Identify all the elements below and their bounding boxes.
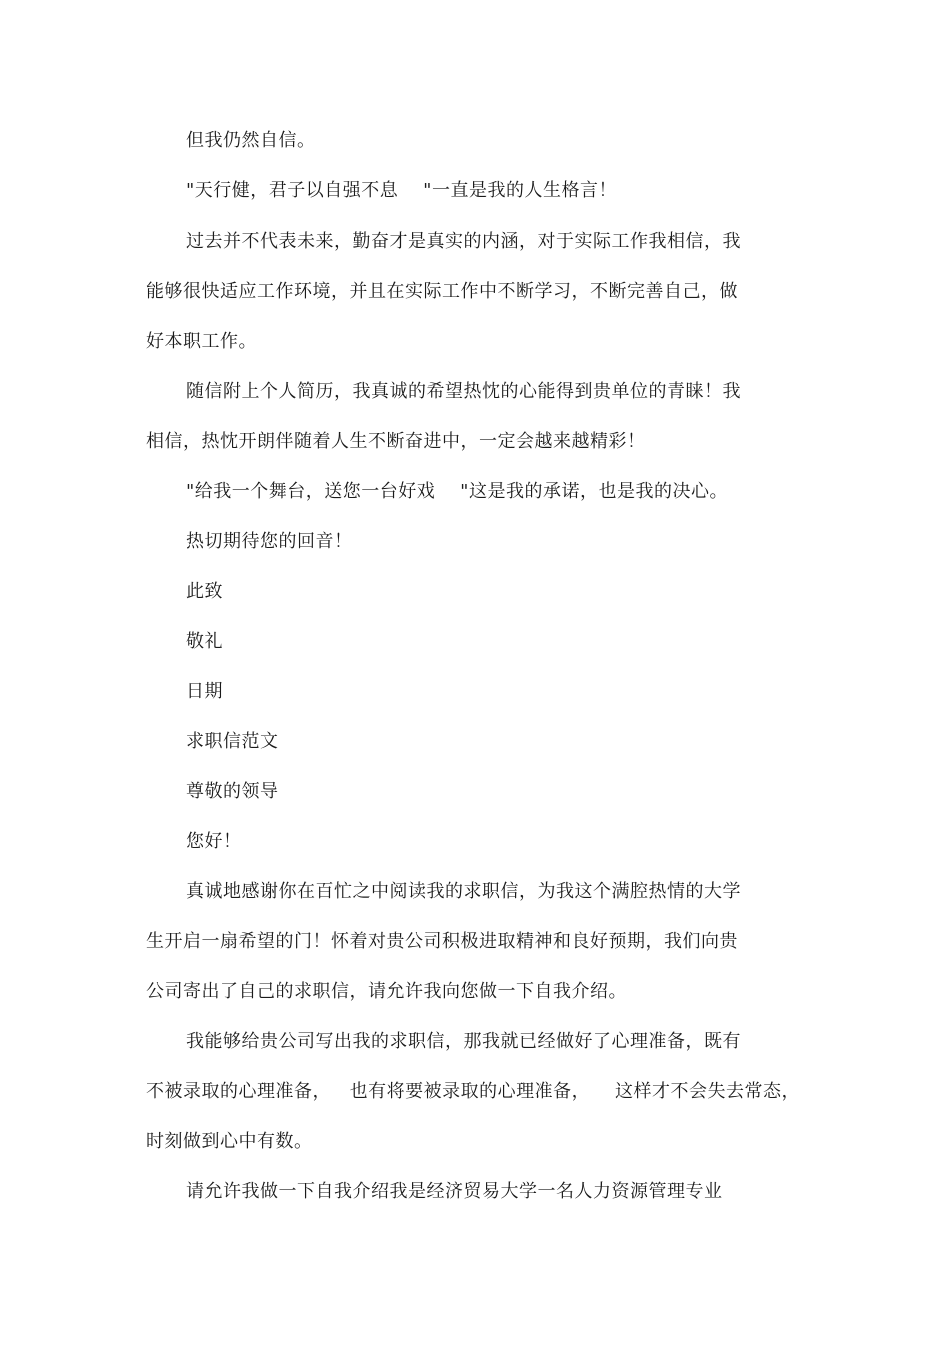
paragraph-line: 过去并不代表未来，勤奋才是真实的内涵，对于实际工作我相信，我 — [186, 231, 741, 252]
closing-regards: 敬礼 — [186, 631, 223, 652]
greeting-recipient: 尊敬的领导 — [186, 781, 279, 802]
paragraph-line: 能够很快适应工作环境，并且在实际工作中不断学习，不断完善自己，做 — [146, 281, 738, 302]
paragraph-line: 请允许我做一下自我介绍我是经济贸易大学一名人力资源管理专业 — [186, 1181, 723, 1202]
greeting: 您好！ — [186, 831, 242, 852]
paragraph-line: 不被录取的心理准备， 也有将要被录取的心理准备， 这样才不会失去常态， — [146, 1081, 801, 1102]
paragraph-line: "天行健，君子以自强不息 "一直是我的人生格言！ — [186, 180, 617, 201]
paragraph-line: 时刻做到心中有数。 — [146, 1131, 313, 1152]
paragraph-line: 真诚地感谢你在百忙之中阅读我的求职信，为我这个满腔热情的大学 — [186, 881, 741, 902]
paragraph-line: 公司寄出了自己的求职信，请允许我向您做一下自我介绍。 — [146, 981, 627, 1002]
section-title: 求职信范文 — [186, 731, 279, 752]
date-label: 日期 — [186, 681, 223, 702]
paragraph-line: 随信附上个人简历，我真诚的希望热忱的心能得到贵单位的青睐！我 — [186, 381, 741, 402]
paragraph-line: 热切期待您的回音！ — [186, 531, 353, 552]
paragraph-line: 我能够给贵公司写出我的求职信，那我就已经做好了心理准备，既有 — [186, 1031, 741, 1052]
paragraph-line: 好本职工作。 — [146, 331, 257, 352]
paragraph-line: 但我仍然自信。 — [186, 130, 316, 151]
paragraph-line: 相信，热忱开朗伴随着人生不断奋进中，一定会越来越精彩！ — [146, 431, 646, 452]
closing-salutation: 此致 — [186, 581, 223, 602]
paragraph-line: 生开启一扇希望的门！怀着对贵公司积极进取精神和良好预期，我们向贵 — [146, 931, 738, 952]
paragraph-line: "给我一个舞台，送您一台好戏 "这是我的承诺，也是我的决心。 — [186, 481, 728, 502]
